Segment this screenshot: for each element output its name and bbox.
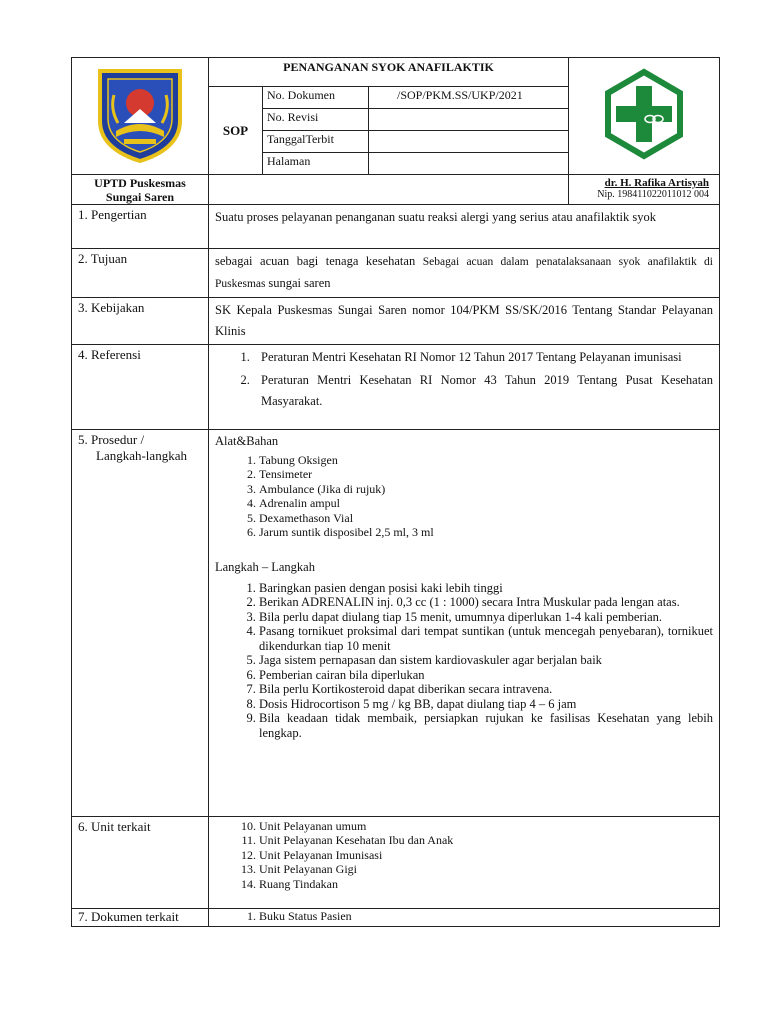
right-logo-cell: [569, 58, 720, 175]
list-item: 7. Bila perlu Kortikosteroid dapat diberikan secara intravena.: [259, 682, 713, 697]
tujuan-text-a: sebagai acuan bagi tenaga kesehatan: [215, 253, 423, 268]
signer-name: dr. H. Rafika Artisyah: [604, 177, 709, 189]
dokumen-terkait-list: [215, 909, 713, 924]
alat-bahan-list: [215, 453, 713, 540]
list-item: 5. Dexamethason Vial: [259, 511, 713, 526]
unit-terkait-list: [215, 819, 713, 892]
org-line-1: UPTD Puskesmas: [94, 176, 186, 190]
header-spacer: [209, 175, 569, 205]
langkah-list: [215, 581, 713, 741]
list-item: 3. Bila perlu dapat diulang tiap 15 menit, umumnya diperlukan 1-4 kali pemberian.: [259, 610, 713, 625]
referensi-content: [209, 344, 720, 429]
document-title: PENANGANAN SYOK ANAFILAKTIK: [209, 58, 569, 87]
list-item: 3. Ambulance (Jika di rujuk): [259, 482, 713, 497]
tujuan-text-c: sungai saren: [268, 275, 331, 290]
dokumen-terkait-content: [209, 908, 720, 926]
list-item: 11. Unit Pelayanan Kesehatan Ibu dan Anak: [259, 833, 713, 848]
prosedur-content: [209, 429, 720, 816]
tanggal-terbit-value: [369, 131, 569, 153]
no-revisi-value: [369, 109, 569, 131]
sop-document: [71, 57, 719, 927]
prosedur-label-line-1: 5. Prosedur /: [78, 431, 145, 447]
unit-terkait-content: [209, 816, 720, 908]
list-item: 14. Ruang Tindakan: [259, 877, 713, 892]
halaman-label: Halaman: [263, 153, 369, 175]
list-item: 4. Pasang tornikuet proksimal dari tempat suntikan (untuk mencegah penyebaran), tornikuet dikendurkan tiap 10 menit: [259, 624, 713, 653]
tujuan-text: [209, 248, 720, 297]
list-item: 1. Buku Status Pasien: [259, 909, 713, 924]
tujuan-text-b: Sebagai acuan dalam penatalaksanaan syok anafilaktik di Puskesmas: [215, 255, 713, 290]
langkah-title: Langkah – Langkah: [215, 559, 315, 574]
no-dokumen-label: No. Dokumen: [263, 87, 369, 109]
left-logo-cell: [72, 58, 209, 175]
list-item: 10. Unit Pelayanan umum: [259, 819, 713, 834]
list-item: 13. Unit Pelayanan Gigi: [259, 862, 713, 877]
signature-cell: [569, 175, 720, 205]
pengertian-text: Suatu proses pelayanan penanganan suatu reaksi alergi yang serius atau anafilaktik syok: [209, 205, 720, 248]
prosedur-label-line-2: Langkah-langkah: [96, 447, 187, 463]
list-item: 8. Dosis Hidrocortison 5 mg / kg BB, dapat diulang tiap 4 – 6 jam: [259, 697, 713, 712]
list-item: 6. Pemberian cairan bila diperlukan: [259, 668, 713, 683]
puskesmas-shield-logo: [94, 65, 186, 163]
prosedur-label: [72, 429, 209, 816]
puskesmas-cross-logo: [598, 68, 690, 160]
dokumen-terkait-label: 7. Dokumen terkait: [72, 908, 209, 926]
list-item: 1. Tabung Oksigen: [259, 453, 713, 468]
kebijakan-label: 3. Kebijakan: [72, 297, 209, 344]
sop-label: SOP: [209, 87, 263, 175]
tanggal-terbit-label: TanggalTerbit: [263, 131, 369, 153]
unit-terkait-label: 6. Unit terkait: [72, 816, 209, 908]
list-item: 2. Berikan ADRENALIN inj. 0,3 cc (1 : 1000) secara Intra Muskular pada lengan atas.: [259, 595, 713, 610]
list-item: 6. Jarum suntik disposibel 2,5 ml, 3 ml: [259, 525, 713, 540]
pengertian-label: 1. Pengertian: [72, 205, 209, 248]
content-table: [71, 205, 720, 927]
organization-name: [72, 175, 209, 205]
no-revisi-label: No. Revisi: [263, 109, 369, 131]
halaman-value: [369, 153, 569, 175]
list-item: 12. Unit Pelayanan Imunisasi: [259, 848, 713, 863]
header-table: [71, 57, 720, 205]
list-item: 5. Jaga sistem pernapasan dan sistem kardiovaskuler agar berjalan baik: [259, 653, 713, 668]
list-item: 2. Tensimeter: [259, 467, 713, 482]
referensi-list: [215, 347, 713, 412]
org-line-2: Sungai Saren: [105, 190, 175, 204]
no-dokumen-value: /SOP/PKM.SS/UKP/2021: [369, 87, 569, 109]
list-item: 1. Baringkan pasien dengan posisi kaki lebih tinggi: [259, 581, 713, 596]
list-item: 1. Peraturan Mentri Kesehatan RI Nomor 12 Tahun 2017 Tentang Pelayanan imunisasi: [253, 347, 713, 368]
kebijakan-text: SK Kepala Puskesmas Sungai Saren nomor 104/PKM SS/SK/2016 Tentang Standar Pelayanan Klinis: [209, 297, 720, 344]
list-item: 9. Bila keadaan tidak membaik, persiapkan rujukan ke fasilisas Kesehatan yang lebih lengkap.: [259, 711, 713, 740]
referensi-label: 4. Referensi: [72, 344, 209, 429]
list-item: 2. Peraturan Mentri Kesehatan RI Nomor 43 Tahun 2019 Tentang Pusat Kesehatan Masyarakat.: [253, 370, 713, 412]
signer-nip: Nip. 198411022011012 004: [597, 189, 709, 200]
list-item: 4. Adrenalin ampul: [259, 496, 713, 511]
alat-bahan-title: Alat&Bahan: [215, 433, 279, 448]
tujuan-label: 2. Tujuan: [72, 248, 209, 297]
